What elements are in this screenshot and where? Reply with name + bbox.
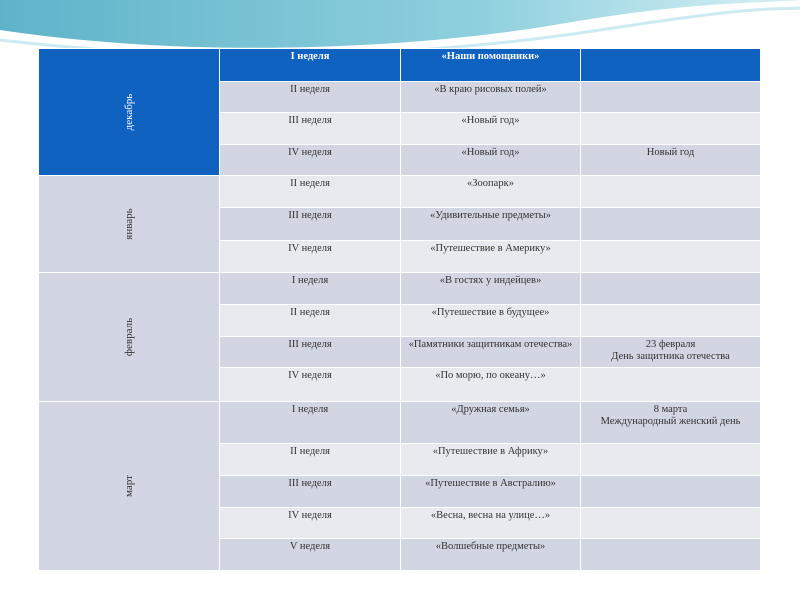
holiday-cell <box>581 82 761 113</box>
theme-cell: «Новый год» <box>401 145 581 176</box>
holiday-cell <box>581 305 761 337</box>
week-cell: V неделя <box>220 539 401 571</box>
theme-cell: «Путешествие в Америку» <box>401 241 581 273</box>
theme-cell: «По морю, по океану…» <box>401 368 581 402</box>
holiday-cell <box>581 208 761 241</box>
theme-cell: «Новый год» <box>401 113 581 145</box>
week-cell: I неделя <box>220 273 401 305</box>
holiday-cell <box>581 49 761 82</box>
schedule-body <box>39 49 761 571</box>
month-label: февраль <box>123 317 135 357</box>
week-cell: III неделя <box>220 208 401 241</box>
holiday-cell <box>581 368 761 402</box>
theme-cell: «Путешествие в будущее» <box>401 305 581 337</box>
month-cell <box>39 273 220 402</box>
month-cell <box>39 402 220 571</box>
holiday-cell <box>581 539 761 571</box>
table-row <box>39 176 761 208</box>
theme-cell: «Дружная семья» <box>401 402 581 444</box>
holiday-cell <box>581 176 761 208</box>
table-row <box>39 402 761 444</box>
theme-cell: «Удивительные предметы» <box>401 208 581 241</box>
week-cell: II неделя <box>220 176 401 208</box>
week-cell: III неделя <box>220 113 401 145</box>
week-cell: II неделя <box>220 305 401 337</box>
schedule-table <box>38 48 761 571</box>
week-cell: II неделя <box>220 82 401 113</box>
holiday-cell <box>581 273 761 305</box>
theme-cell: «Весна, весна на улице…» <box>401 508 581 539</box>
week-cell: III неделя <box>220 337 401 368</box>
holiday-cell <box>581 113 761 145</box>
week-cell: I неделя <box>220 49 401 82</box>
theme-cell: «Путешествие в Австралию» <box>401 476 581 508</box>
week-cell: IV неделя <box>220 241 401 273</box>
week-cell: III неделя <box>220 476 401 508</box>
holiday-cell: Новый год <box>581 145 761 176</box>
table-row <box>39 273 761 305</box>
month-label: март <box>123 475 135 497</box>
theme-cell: «Волшебные предметы» <box>401 539 581 571</box>
theme-cell: «Путешествие в Африку» <box>401 444 581 476</box>
holiday-cell <box>581 444 761 476</box>
month-label: декабрь <box>123 93 135 131</box>
table-row <box>39 49 761 82</box>
month-label: январь <box>123 208 135 240</box>
holiday-cell <box>581 241 761 273</box>
theme-cell: «В краю рисовых полей» <box>401 82 581 113</box>
week-cell: IV неделя <box>220 145 401 176</box>
week-cell: II неделя <box>220 444 401 476</box>
theme-cell: «Наши помощники» <box>401 49 581 82</box>
holiday-cell <box>581 476 761 508</box>
holiday-cell <box>581 508 761 539</box>
week-cell: IV неделя <box>220 368 401 402</box>
week-cell: I неделя <box>220 402 401 444</box>
theme-cell: «В гостях у индейцев» <box>401 273 581 305</box>
holiday-cell: 8 марта Международный женский день <box>581 402 761 444</box>
month-cell <box>39 49 220 176</box>
theme-cell: «Памятники защитникам отечества» <box>401 337 581 368</box>
week-cell: IV неделя <box>220 508 401 539</box>
holiday-cell: 23 февраля День защитника отечества <box>581 337 761 368</box>
theme-cell: «Зоопарк» <box>401 176 581 208</box>
month-cell <box>39 176 220 273</box>
